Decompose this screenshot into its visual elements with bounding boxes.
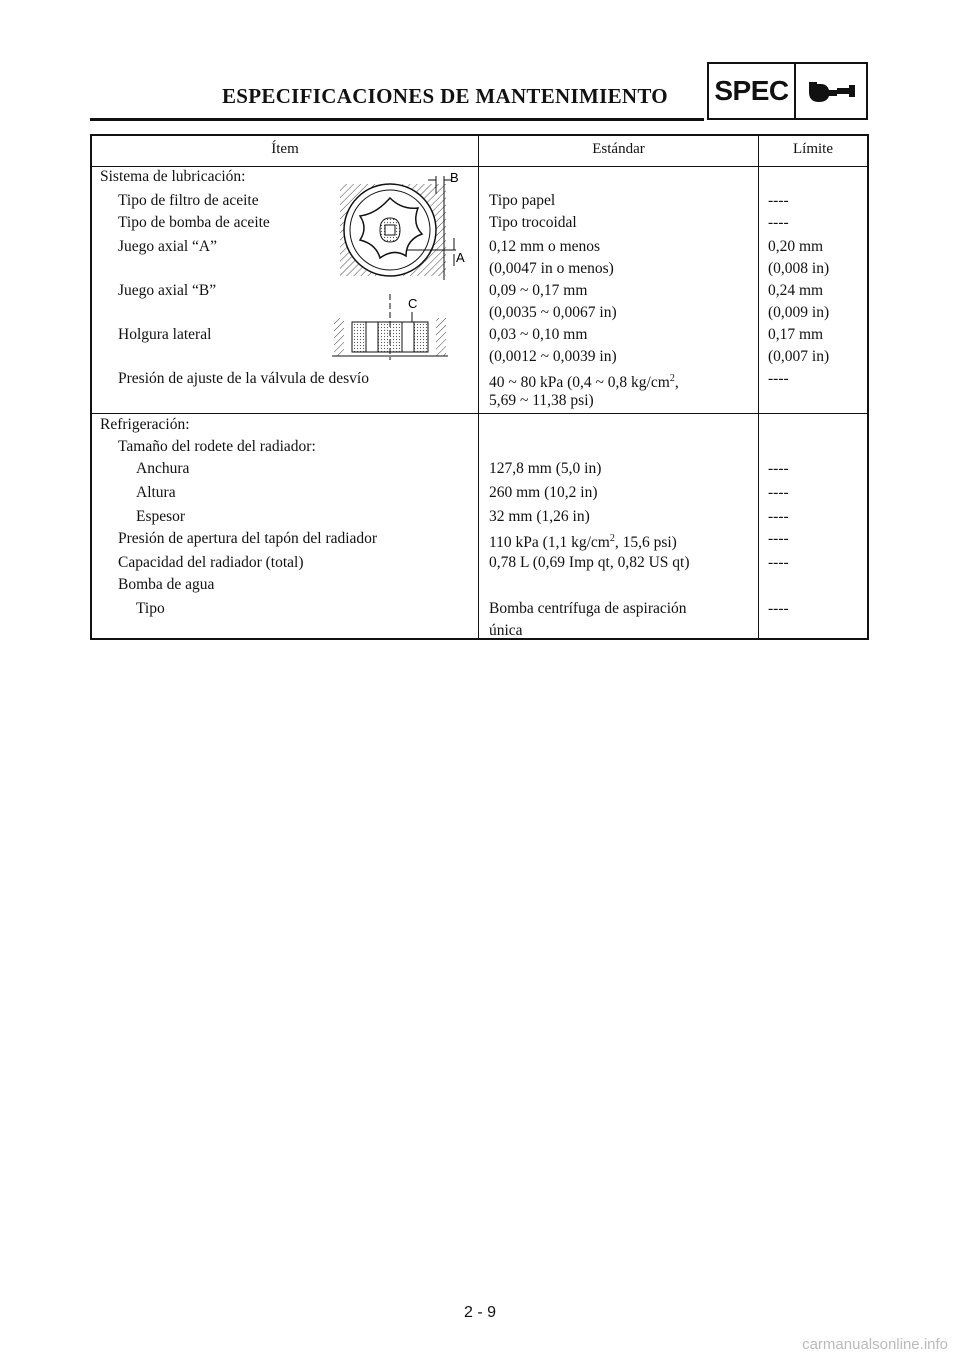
wrench-icon xyxy=(796,64,866,118)
table-row-item: Juego axial “A” xyxy=(118,238,217,255)
page-number: 2 - 9 xyxy=(463,1304,496,1321)
table-row-limit: ---- xyxy=(768,600,789,617)
table-row-standard: (0,0035 ~ 0,0067 in) xyxy=(489,304,617,321)
table-row-item: Presión de apertura del tapón del radiador xyxy=(118,530,378,547)
header-standard: Estándar xyxy=(592,141,645,157)
table-row-limit: ---- xyxy=(768,508,789,525)
table-row-item: Espesor xyxy=(136,508,186,525)
section-title: Sistema de lubricación: xyxy=(100,168,246,185)
table-row-item: Altura xyxy=(136,484,176,501)
standard-text: 110 kPa (1,1 kg/cm xyxy=(489,534,610,552)
table-row-standard: 0,09 ~ 0,17 mm xyxy=(489,282,588,299)
table-row-standard: 0,03 ~ 0,10 mm xyxy=(489,326,588,343)
section-title: Refrigeración: xyxy=(100,416,190,433)
spec-badge xyxy=(707,62,868,120)
table-row-limit: (0,007 in) xyxy=(768,348,830,365)
superscript: 2 xyxy=(669,373,675,384)
standard-text: , xyxy=(674,374,679,392)
table-row-standard: única xyxy=(489,622,523,639)
table-row-standard: (0,0047 in o menos) xyxy=(489,260,614,277)
column-divider xyxy=(758,136,759,638)
table-row-standard: 0,78 L (0,69 Imp qt, 0,82 US qt) xyxy=(489,554,690,571)
table-row-standard: 0,12 mm o menos xyxy=(489,238,601,255)
table-row-standard: Tipo trocoidal xyxy=(489,214,577,231)
table-row-item: Capacidad del radiador (total) xyxy=(118,554,304,571)
table-row-standard: 260 mm (10,2 in) xyxy=(489,484,598,501)
table-row-item: Tipo de bomba de aceite xyxy=(118,214,270,231)
superscript: 2 xyxy=(609,533,615,544)
table-row-standard: Tipo papel xyxy=(489,192,556,209)
table-row-standard xyxy=(489,528,677,554)
table-header-row xyxy=(92,136,867,167)
table-row-item: Anchura xyxy=(136,460,190,477)
oil-pump-diagram xyxy=(332,170,472,360)
table-row-standard: Bomba centrífuga de aspiración xyxy=(489,600,687,617)
table-row-item: Presión de ajuste de la válvula de desvío xyxy=(118,370,369,387)
table-row-item: Tipo de filtro de aceite xyxy=(118,192,259,209)
table-row-item: Holgura lateral xyxy=(118,326,212,343)
table-row-limit: (0,008 in) xyxy=(768,260,830,277)
watermark: carmanualsonline.info xyxy=(802,1336,948,1353)
spec-table xyxy=(90,134,869,640)
table-row-standard: 127,8 mm (5,0 in) xyxy=(489,460,602,477)
table-row-item: Tipo xyxy=(136,600,165,617)
subsection-title: Tamaño del rodete del radiador: xyxy=(118,438,316,455)
page-title: ESPECIFICACIONES DE MANTENIMIENTO xyxy=(222,84,668,108)
table-row-limit: ---- xyxy=(768,214,789,231)
table-row-limit: 0,24 mm xyxy=(768,282,824,299)
label-c: C xyxy=(408,296,418,311)
header-limit: Límite xyxy=(793,141,833,157)
table-row-limit: (0,009 in) xyxy=(768,304,830,321)
table-row-standard: (0,0012 ~ 0,0039 in) xyxy=(489,348,617,365)
table-row-limit: ---- xyxy=(768,554,789,571)
header-rule xyxy=(90,118,704,121)
table-row-standard: 5,69 ~ 11,38 psi) xyxy=(489,392,594,409)
table-row-item: Bomba de agua xyxy=(118,576,215,593)
column-divider xyxy=(478,136,479,638)
table-row-limit: ---- xyxy=(768,484,789,501)
header-item: Ítem xyxy=(271,141,299,157)
table-row-item: Juego axial “B” xyxy=(118,282,217,299)
spec-label: SPEC xyxy=(709,64,796,118)
label-a: A xyxy=(456,250,465,265)
table-row-limit: ---- xyxy=(768,192,789,209)
table-row-limit: ---- xyxy=(768,370,789,387)
standard-text: 40 ~ 80 kPa (0,4 ~ 0,8 kg/cm xyxy=(489,374,670,392)
table-row-limit: ---- xyxy=(768,530,789,547)
table-row-limit: ---- xyxy=(768,460,789,477)
section-divider xyxy=(92,413,867,414)
table-row-standard: 32 mm (1,26 in) xyxy=(489,508,590,525)
standard-text: , 15,6 psi) xyxy=(614,534,677,552)
table-row-limit: 0,20 mm xyxy=(768,238,824,255)
table-row-limit: 0,17 mm xyxy=(768,326,824,343)
label-b: B xyxy=(450,170,459,185)
